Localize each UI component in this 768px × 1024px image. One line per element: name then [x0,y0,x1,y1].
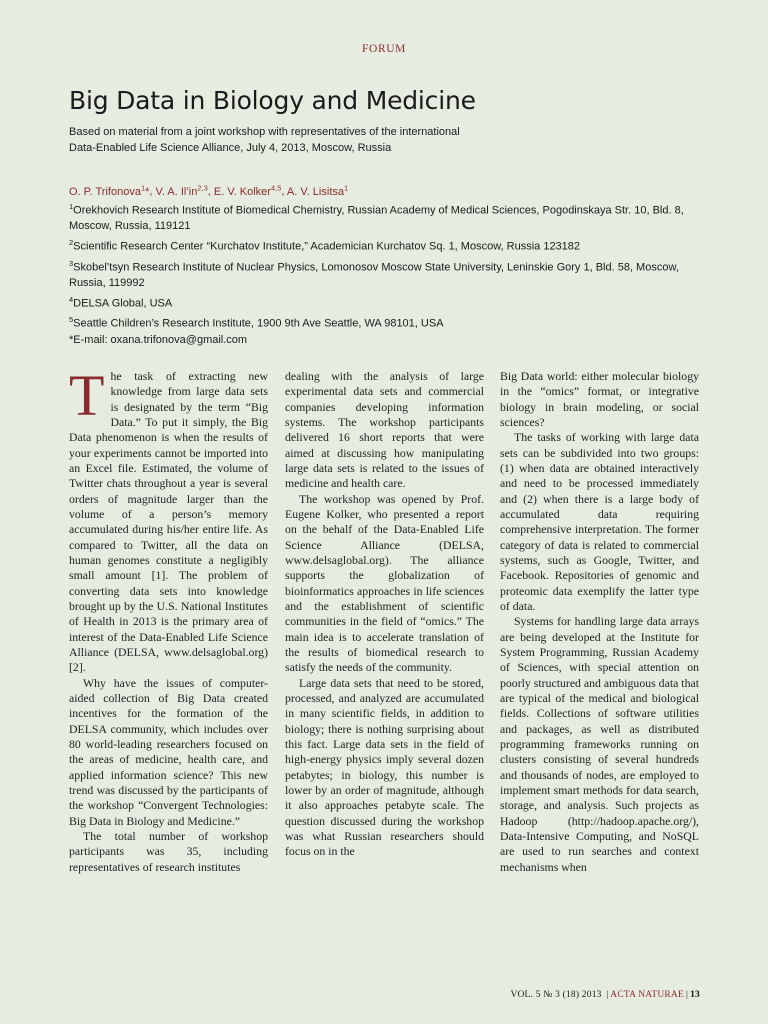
subtitle-line: Data-Enabled Life Science Alliance, July 4, 2013, Moscow, Russia [69,142,392,154]
author-affiliation-ref: 1 [140,183,146,192]
drop-cap: T [69,363,105,428]
affiliation [69,235,709,255]
page-footer [510,990,700,1000]
affiliation-text: Scientific Research Center “Kurchatov Institute,” Academician Kurchatov Sq. 1, Moscow, Russia 123182 [73,240,581,253]
paragraph: The workshop was opened by Prof. Eugene Kolker, who presented a report on the behalf of the Data-Enabled Life Science Alliance (DELSA, www.delsaglobal.org). The alliance supports the globalization of bioinformatics approaches in life sciences and the establishment of scientific communities in the field of “omics.” The main idea is to accelerate translation of the results of biomedical research to satisfy the needs of the community. [285,491,484,675]
affiliation-number: 4 [69,294,74,304]
author-name: E. V. Kolker [213,185,271,198]
page-number: 13 [690,990,700,1000]
contact-email [69,333,709,349]
paragraph: The total number of workshop participants was 35, including representatives of research institutes [69,828,268,874]
author-list: O. P. Trifonova$^1$*, V. A. Il’in$^{2,3}$, E. V. Kolker$^{4,5}$, A. V. Lisitsa$^1$ [69,183,349,198]
paragraph: Large data sets that need to be stored, processed, and analyzed are accumulated in many scientific fields, in addition to biology; there is nothing surprising about this fact. Large data sets in the field of high-energy physics imply several dozen petabytes; in biology, this number is lower by an order of magnitude, although it also approaches petabyte scale. The question discussed during the workshop was what Russian researchers should focus on in the [285,675,484,859]
contact-email-text: *E-mail: oxana.trifonova@gmail.com [69,333,248,346]
affiliation [69,292,709,312]
affiliation [69,199,709,235]
affiliation-list [69,199,709,349]
text-column-1 [69,363,268,875]
section-label: FORUM [362,43,406,55]
affiliation-text: Seattle Children’s Research Institute, 1900 9th Ave Seattle, WA 98101, USA [73,318,444,331]
affiliation-text: DELSA Global, USA [73,297,173,310]
affiliation-number: 1 [69,202,74,211]
author [155,183,208,198]
affiliation [69,256,709,292]
footer-separator: | [685,990,689,1000]
author [213,183,282,198]
paragraph: dealing with the analysis of large experimental data sets and commercial companies developing information systems. The workshop participants delivered 16 short reports that were aimed at discussing how manipulating large data sets is related to the issues of medicine and health care. [285,369,484,491]
journal-name: ACTA NATURAE [610,990,684,1000]
affiliation-number: 3 [69,258,74,268]
paragraph-text: he task of extracting new knowledge from large data sets is designated by the term “Big Data.” To put it simply, the Big Data phenomenon is when the results of your experiments cannot be imported into an Excel file. Estimated, the volume of Twitter chats throughout a year is several orders of magnitude larger than the volume of a person’s memory accumulated during his/her entire life. As compared to Twitter, all the data on human genomes constitute a negligibly small amount [1]. The problem of converting data sets into knowledge brought up by the U.S. National Institutes of Health in 2013 is the primary area of interest of the Data-Enabled Life Science Alliance (DELSA, www.delsaglobal.org) [2]. [69,369,268,675]
paragraph: Why have the issues of computer-aided collection of Big Data created incentives for the formation of the DELSA community, which includes over 80 world-leading researchers focused on the areas of medicine, health care, and applied information science? This new trend was discussed by the participants of the workshop “Convergent Technologies: Big Data in Biology and Medicine.” [69,675,268,828]
author-affiliation-ref: 4,5 [270,183,282,192]
author [286,183,349,198]
text-column-2 [285,369,484,860]
affiliation-number: 5 [69,315,74,325]
affiliation [69,312,709,332]
text-column-3 [500,369,699,875]
footer-separator: | [606,990,609,1000]
article-subtitle [69,124,460,156]
author-name: A. V. Lisitsa [286,185,344,198]
paragraph: Systems for handling large data arrays are being developed at the Institute for System Programming, Russian Academy of Sciences, with special attention on poorly structured and ambiguous data that are typical of the medical and biological fields. Collections of software utilities and packages, as well as distributed programming frameworks running on clusters consisting of several hundreds and thousands of nodes, are employed to implement smart methods for data search, storage, and analysis. Such projects as Hadoop (http://hadoop.apache.org/), Data-Intensive Computing, and NoSQL are used to run searches and context mechanisms when [500,614,699,874]
paragraph: The tasks of working with large data sets can be subdivided into two groups: (1) when data are obtained interactively and need to be processed immediately and (2) when there is a large body of accumulated data requiring comprehensive interpretation. The former category of data is related to commercial systems, such as Google, Twitter, and Facebook. Repositories of genomic and proteomic data exemplify the latter type of data. [500,430,699,613]
author-affiliation-ref: 2,3 [197,183,208,192]
author-name: V. A. Il’in [155,185,198,198]
article-title: Big Data in Biology and Medicine [69,86,476,115]
author-affiliation-ref: 1 [344,183,349,192]
affiliation-number: 2 [69,238,74,248]
subtitle-line: Based on material from a joint workshop with representatives of the international [69,126,460,138]
corresponding-mark: * [145,185,150,198]
issue-info: VOL. 5 № 3 (18) 2013 [510,990,602,1000]
affiliation-text: Skobel’tsyn Research Institute of Nuclear Physics, Lomonosov Moscow State University, Leninskie Gory 1, Bld. 58, Moscow, Russia, 119992 [69,261,679,290]
paragraph [69,363,268,676]
author [69,183,150,198]
paragraph: Big Data world: either molecular biology in the “omics” format, or integrative biology in brain modeling, or social sciences? [500,369,699,429]
author-name: O. P. Trifonova [69,185,141,198]
affiliation-text: Orekhovich Research Institute of Biomedical Chemistry, Russian Academy of Medical Sciences, Pogodinskaya Str. 10, Bld. 8, Moscow, Russia, 119121 [69,204,684,233]
